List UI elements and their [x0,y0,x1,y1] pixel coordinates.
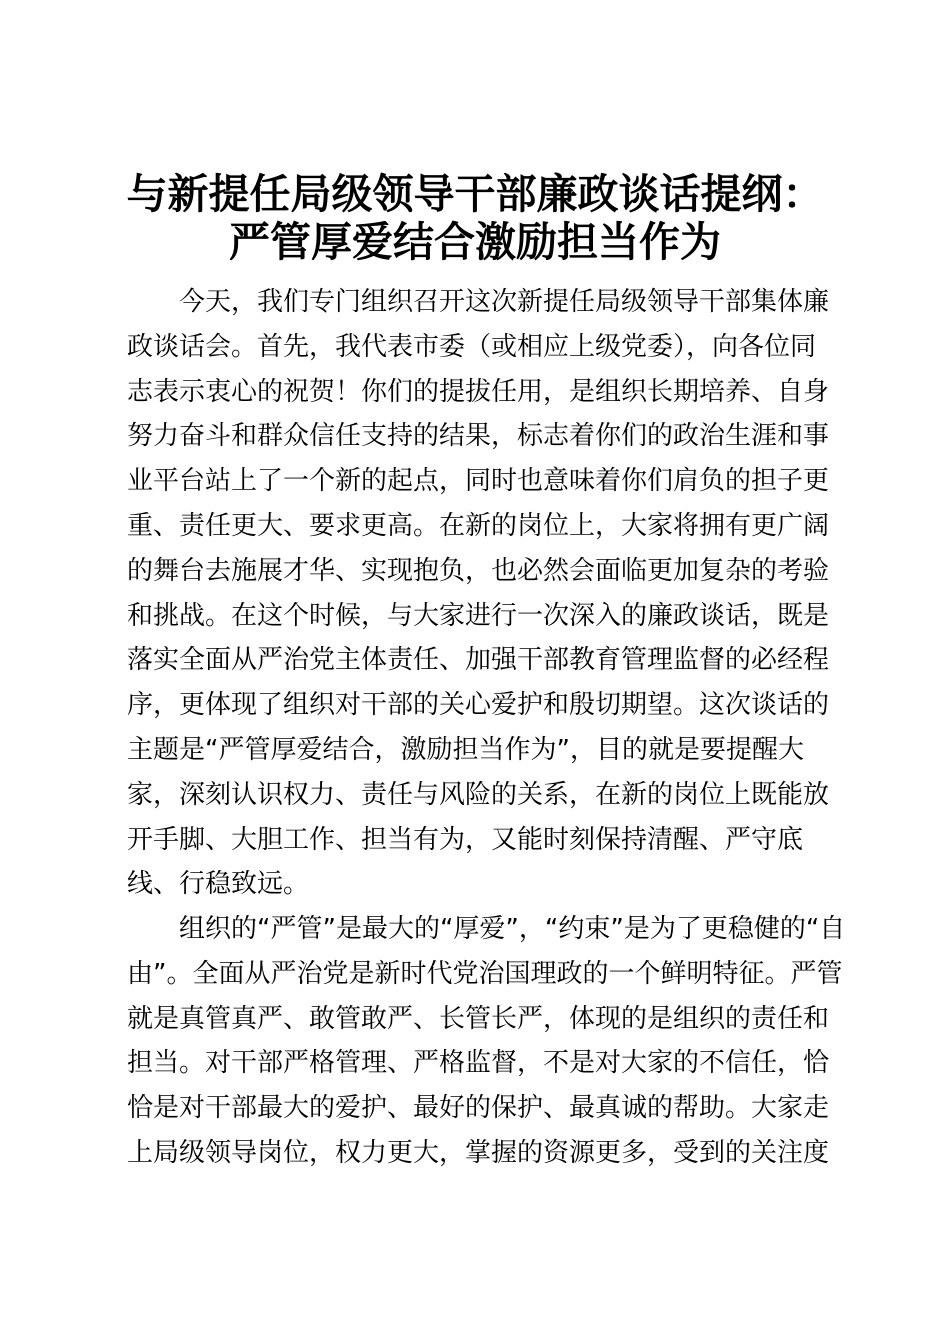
text-line: 业平台站上了一个新的起点，同时也意味着你们肩负的担子更 [127,466,830,497]
document-title-line-2: 严管厚爱结合激励担当作为 [229,218,721,266]
text-line: 上局级领导岗位，权力更大，掌握的资源更多，受到的关注度 [127,1137,830,1168]
text-line: 开手脚、大胆工作、担当有为，又能时刻保持清醒、严守底 [127,824,804,855]
text-line: 家，深刻认识权力、责任与风险的关系，在新的岗位上既能放 [127,779,830,810]
text-line: 恰是对干部最大的爱护、最好的保护、最真诚的帮助。大家走 [127,1093,830,1124]
text-line: 重、责任更大、要求更高。在新的岗位上，大家将拥有更广阔 [127,510,830,541]
text-line: 线、行稳致远。 [127,869,310,900]
paragraph-1 [127,280,830,907]
text-line: 序，更体现了组织对干部的关心爱护和殷切期望。这次谈话的 [127,690,830,721]
text-line: 担当。对干部严格管理、严格监督，不是对大家的不信任，恰 [127,1048,830,1079]
text-line: 落实全面从严治党主体责任、加强干部教育管理监督的必经程 [127,645,830,676]
text-line: 今天，我们专门组织召开这次新提任局级领导干部集体廉 [179,287,830,317]
paragraph-2 [127,907,846,1176]
text-line: 的舞台去施展才华、实现抱负，也必然会面临更加复杂的考验 [127,555,830,586]
document-title-line-1: 与新提任局级领导干部廉政谈话提纲： [126,170,824,218]
text-line: 组织的“严管”是最大的“厚爱”，“约束”是为了更稳健的“自 [179,914,846,944]
text-line: 努力奋斗和群众信任支持的结果，标志着你们的政治生涯和事 [127,421,830,452]
text-line: 由”。全面从严治党是新时代党治国理政的一个鲜明特征。严管 [127,958,843,989]
text-line: 政谈话会。首先，我代表市委（或相应上级党委），向各位同 [127,331,817,362]
text-line: 就是真管真严、敢管敢严、长管长严，体现的是组织的责任和 [127,1003,830,1034]
text-line: 和挑战。在这个时候，与大家进行一次深入的廉政谈话，既是 [127,600,830,631]
text-line: 主题是“严管厚爱结合，激励担当作为”，目的就是要提醒大 [127,734,804,765]
text-line: 志表示衷心的祝贺！你们的提拔任用，是组织长期培养、自身 [127,376,830,407]
